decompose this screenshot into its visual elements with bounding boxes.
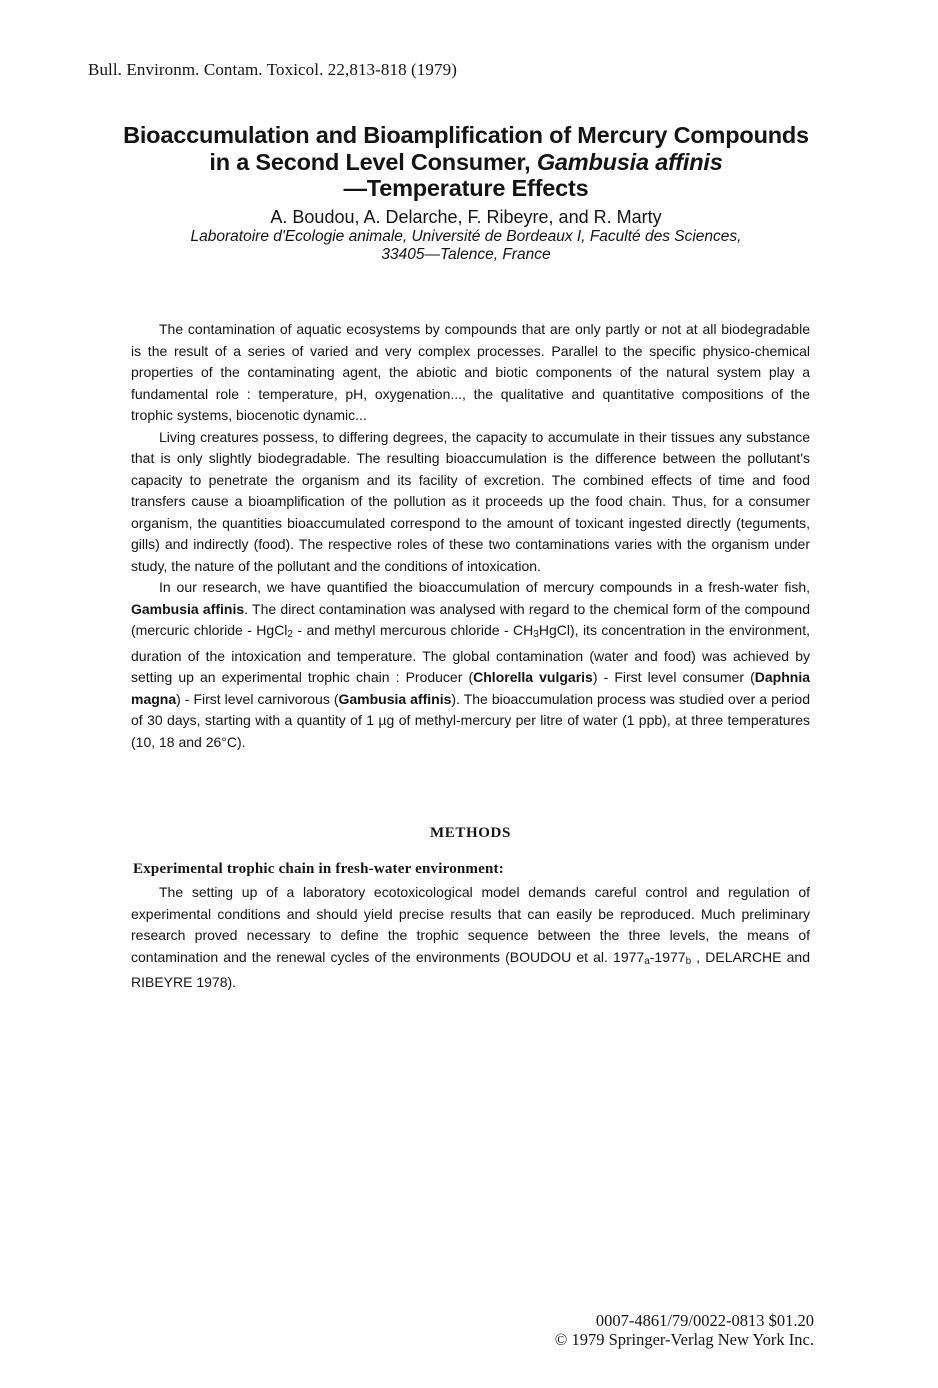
copyright-notice: © 1979 Springer-Verlag New York Inc. <box>554 1330 814 1349</box>
affiliation-line-2: 33405—Talence, France <box>381 245 551 263</box>
methods-subheading: Experimental trophic chain in fresh-water environment: <box>133 861 504 877</box>
text-run: HgCl), its concentration in the environment, duration of the intoxication and temperature. The global contamination (water and food) was achieved by setting up an experimental trophic chain : Producer ( <box>131 622 810 685</box>
text-run: The setting up of a laboratory ecotoxicological model demands careful control and regulation of experimental conditions and should yield precise results that can easily be reproduced. Much preliminary research proved necessary to define the trophic sequence between the three levels, the means of contamination and the renewal cycles of the environments (BOUDOU et al. 1977 <box>131 884 810 965</box>
species-name: Daphnia magna <box>131 669 810 707</box>
article-header <box>60 122 872 264</box>
methods-heading: METHODS <box>430 825 511 841</box>
page-footer <box>555 1311 814 1349</box>
article-title-line-2 <box>60 149 872 176</box>
species-name: Gambusia affinis <box>131 600 245 617</box>
species-name: Chlorella vulgaris <box>473 669 593 685</box>
text-run: ) - First level carnivorous ( <box>176 690 339 707</box>
author-list: A. Boudou, A. Delarche, F. Ribeyre, and R. Marty <box>270 206 662 227</box>
species-name: Gambusia affinis <box>338 690 452 707</box>
subscript: 3 <box>533 629 539 640</box>
subscript: b <box>685 955 692 967</box>
price-code: 0007-4861/79/0022-0813 $01.20 <box>595 1311 814 1330</box>
title-species: Gambusia affinis <box>536 148 723 175</box>
subscript: 2 <box>287 629 293 640</box>
article-title-line-3: —Temperature Effects <box>343 175 589 201</box>
text-run: ) - First level consumer ( <box>592 669 755 685</box>
text-run: - and methyl mercurous chloride - CH <box>292 622 534 638</box>
subscript: a <box>644 955 650 967</box>
text-run: In our research, we have quantified the bioaccumulation of mercury compounds in a fresh-water fish, <box>159 579 810 595</box>
methods-body <box>131 882 810 994</box>
methods-paragraph-1 <box>131 882 810 994</box>
article-title-line-1: Bioaccumulation and Bioamplification of Mercury Compounds <box>123 122 809 148</box>
intro-paragraph-1: The contamination of aquatic ecosystems by compounds that are only partly or not at all biodegradable is the result of a series of varied and very complex processes. Parallel to the specific physico-chemical properties of the contaminating agent, the abiotic and biotic components of the natural system play a fundamental role : temperature, pH, oxygenation..., the qualitative and quantitative compositions of the trophic systems, biocenotic dynamic... <box>131 321 810 423</box>
title-prefix: in a Second Level Consumer, <box>209 148 537 175</box>
text-run: , DELARCHE and RIBEYRE 1978). <box>131 948 810 990</box>
intro-paragraph-3 <box>131 577 810 753</box>
journal-citation: Bull. Environm. Contam. Toxicol. 22,813-818 (1979) <box>88 60 457 79</box>
affiliation-line-1: Laboratoire d'Ecologie animale, Université de Bordeaux I, Faculté des Sciences, <box>190 227 742 245</box>
text-run: -1977 <box>649 948 686 965</box>
text-run: . The direct contamination was analysed with regard to the chemical form of the compound (mercuric chloride - HgCl <box>131 600 810 638</box>
text-run: ). The bioaccumulation process was studied over a period of 30 days, starting with a quantity of 1 µg of methyl-mercury per litre of water (1 ppb), at three temperatures (10, 18 and 26°C). <box>131 690 810 750</box>
intro-paragraph-2: Living creatures possess, to differing degrees, the capacity to accumulate in their tissues any substance that is only slightly biodegradable. The resulting bioaccumulation is the difference between the pollutant's capacity to penetrate the organism and its facility of excretion. The combined effects of time and food transfers cause a bioamplification of the pollution as it proceeds up the food chain. Thus, for a consumer organism, the quantities bioaccumulated correspond to the amount of toxicant ingested directly (teguments, gills) and indirectly (food). The respective roles of these two contaminations varies with the organism under study, the nature of the pollutant and the conditions of intoxication. <box>131 428 810 574</box>
introduction <box>131 319 810 753</box>
